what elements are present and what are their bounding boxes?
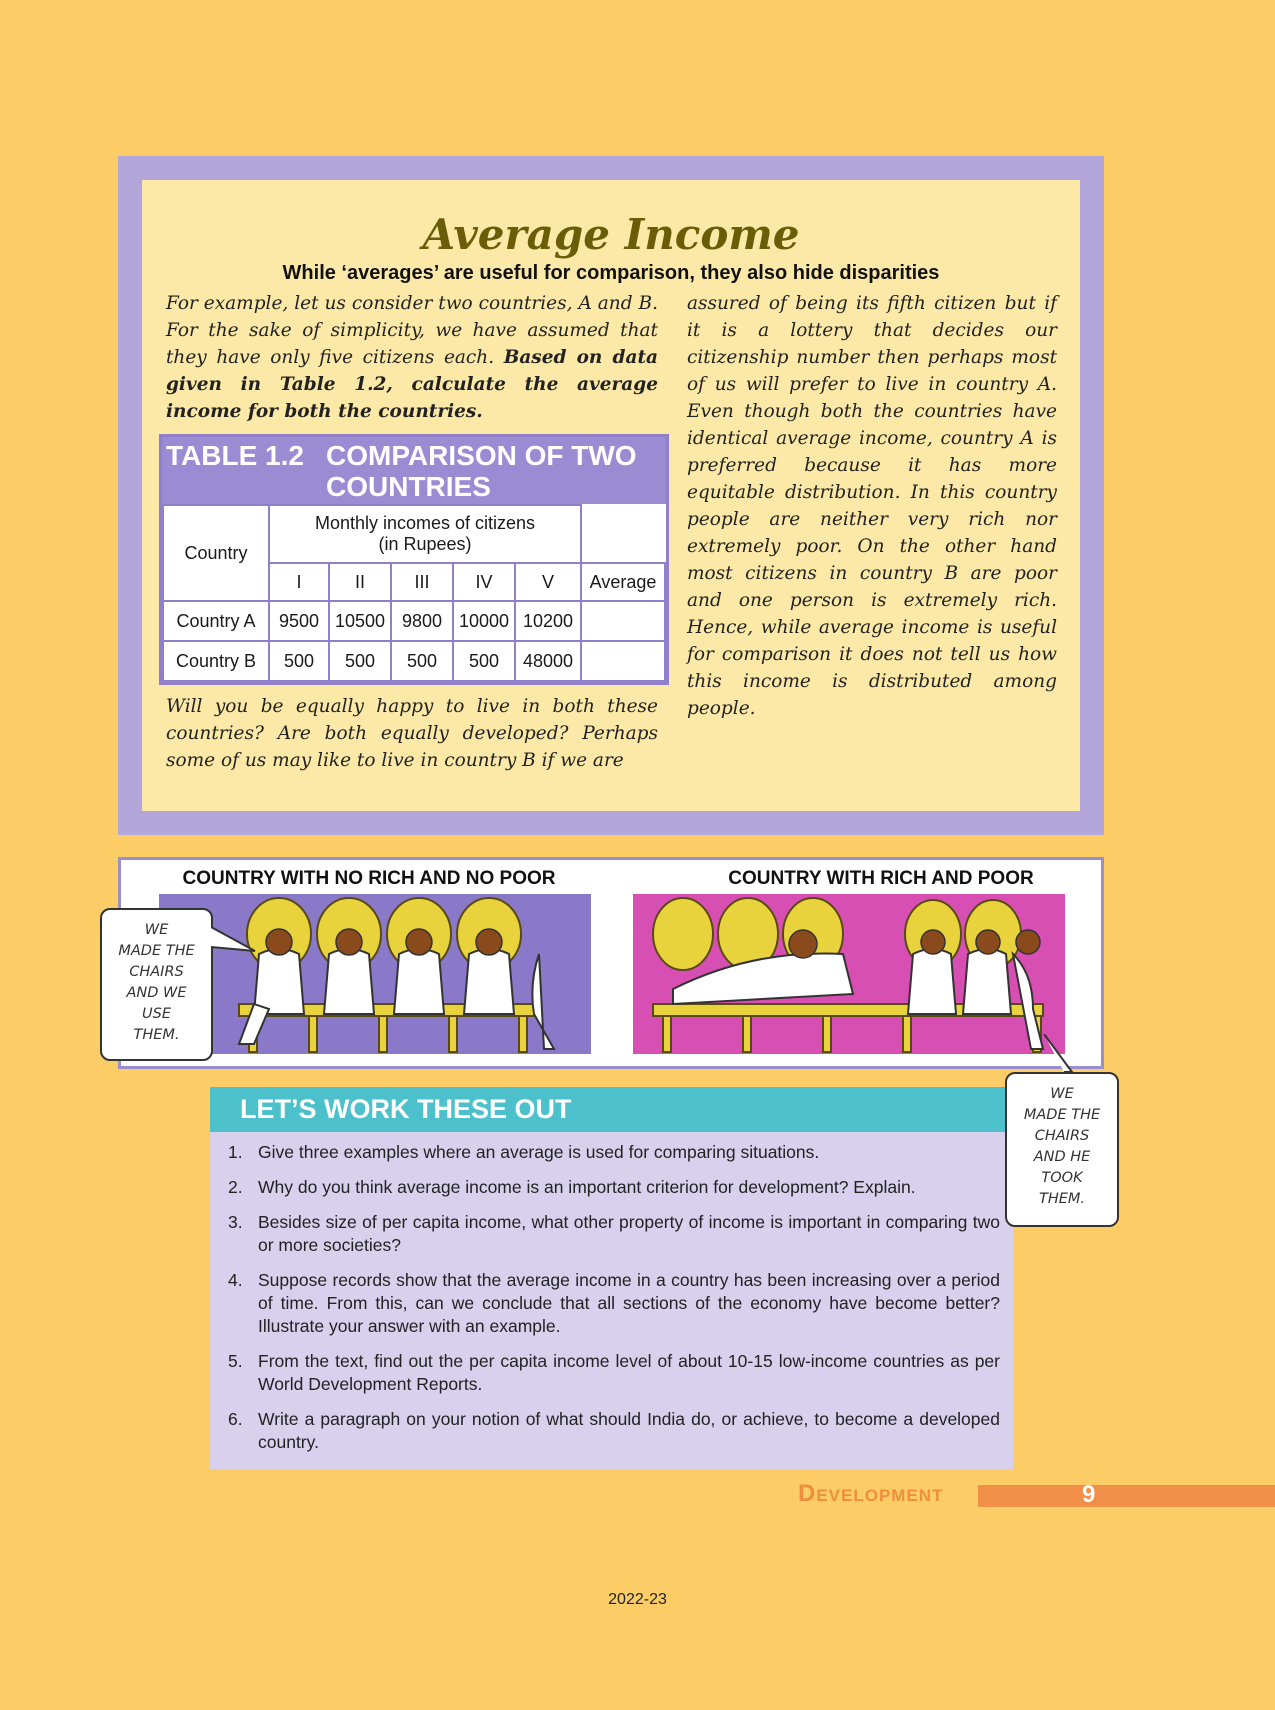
header-blank xyxy=(581,505,665,563)
income-cell: 10500 xyxy=(329,601,391,641)
exercise-box xyxy=(210,1087,1013,1469)
exercise-text: Besides size of per capita income, what other property of income is important in comparing two or more societies? xyxy=(258,1212,1000,1255)
income-cell: 500 xyxy=(453,641,515,681)
speech-bubble-left xyxy=(100,908,213,1061)
table-row xyxy=(163,601,665,641)
intro-paragraph xyxy=(166,290,658,425)
table-row xyxy=(163,641,665,681)
income-cell: 9500 xyxy=(269,601,329,641)
average-income-inner xyxy=(142,180,1080,811)
intro-text: For example, let us consider two countries, A and B. For the sake of simplicity, we have assumed that they have only five citizens each. xyxy=(166,293,658,368)
table-title-line2: COUNTRIES xyxy=(326,471,491,502)
bubble-line: THEM. xyxy=(1038,1191,1086,1207)
subheader-cell: I xyxy=(269,563,329,601)
bubble-line: MADE THE xyxy=(118,943,195,959)
bubble-line: USE xyxy=(142,1006,171,1022)
bubble-line: AND WE xyxy=(126,985,187,1001)
income-cell: 48000 xyxy=(515,641,581,681)
list-item: 3. Besides size of per capita income, what other property of income is important in comparing two or more societies? xyxy=(228,1212,1000,1255)
section-subtitle: While ‘averages’ are useful for comparison, they also hide disparities xyxy=(282,262,940,284)
footer-section-title: Development xyxy=(798,1480,944,1507)
footer-band xyxy=(978,1485,1275,1507)
bubble-pointer-right xyxy=(1042,1034,1076,1074)
bubble-line: CHAIRS xyxy=(1034,1128,1090,1144)
header-monthly-incomes xyxy=(269,505,581,563)
exercise-text: Give three examples where an average is used for comparing situations. xyxy=(258,1142,820,1162)
list-item: 4. Suppose records show that the average income in a country has been increasing over a period of time. From this, can we conclude that all sections of the economy have become better? Illustrate your answer with an example. xyxy=(228,1270,1000,1336)
table-title xyxy=(326,440,637,502)
intro-bold-text: Based on data given in Table 1.2, calculate the average income for both the countries. xyxy=(166,347,658,422)
list-item: 5. From the text, find out the per capita income level of about 10-15 low-income countries as per World Development Reports. xyxy=(228,1351,1000,1394)
income-cell: 500 xyxy=(391,641,453,681)
row-country: Country A xyxy=(163,601,269,641)
speech-bubble-right xyxy=(1005,1072,1119,1227)
exercise-text: Write a paragraph on your notion of what should India do, or achieve, to become a developed country. xyxy=(258,1409,1000,1452)
explanation-paragraph: assured of being its fifth citizen but if it is a lottery that decides our citizenship number then perhaps most of us will prefer to live in country A. Even though both the countries have identical average income, country A is preferred because it has more equitable distribution. In this country people are neither very rich nor extremely poor. On the other hand most citizens in country B are poor and one person is extremely rich. Hence, while average income is useful for comparison it does not tell us how this income is distributed among people. xyxy=(687,293,1057,719)
bubble-pointer-left xyxy=(211,925,259,955)
row-country: Country B xyxy=(163,641,269,681)
income-cell: 500 xyxy=(269,641,329,681)
header-country: Country xyxy=(163,505,269,601)
list-item: 6. Write a paragraph on your notion of what should India do, or achieve, to become a developed country. xyxy=(228,1409,1000,1452)
header-group-line2: (in Rupees) xyxy=(378,534,472,554)
illustration-box xyxy=(118,857,1104,1069)
income-table xyxy=(162,504,666,682)
income-cell: 500 xyxy=(329,641,391,681)
edition-year: 2022-23 xyxy=(608,1591,667,1608)
question-paragraph: Will you be equally happy to live in both these countries? Are both equally developed? Perhaps some of us may like to live in country B if we are xyxy=(166,696,658,771)
average-income-box xyxy=(118,156,1104,835)
exercise-text: Suppose records show that the average income in a country has been increasing over a period of time. From this, can we conclude that all sections of the economy have become better? Illustrate your answer with an example. xyxy=(258,1270,1000,1336)
section-title: Average Income xyxy=(422,210,800,259)
caption-no-rich-no-poor: COUNTRY WITH NO RICH AND NO POOR xyxy=(182,868,556,889)
subheader-average: Average xyxy=(581,563,665,601)
exercise-text: Why do you think average income is an important criterion for development? Explain. xyxy=(258,1177,916,1197)
list-item: 1. Give three examples where an average is used for comparing situations. xyxy=(228,1142,820,1162)
table-heading xyxy=(162,437,666,504)
income-cell: 10000 xyxy=(453,601,515,641)
list-item: 2. Why do you think average income is an important criterion for development? Explain. xyxy=(228,1177,916,1197)
average-cell xyxy=(581,601,665,641)
exercise-heading: LET’S WORK THESE OUT xyxy=(210,1087,1013,1132)
page-number: 9 xyxy=(1082,1481,1096,1508)
bubble-line: CHAIRS xyxy=(129,964,184,980)
equal-chairs-illustration xyxy=(159,894,591,1054)
bubble-line: MADE THE xyxy=(1023,1107,1101,1123)
subheader-cell: II xyxy=(329,563,391,601)
income-cell: 10200 xyxy=(515,601,581,641)
exercise-list xyxy=(228,1141,1000,1466)
bubble-line: THEM. xyxy=(133,1027,180,1043)
exercise-text: From the text, find out the per capita income level of about 10-15 low-income countries as per World Development Reports. xyxy=(258,1351,1000,1394)
caption-rich-and-poor: COUNTRY WITH RICH AND POOR xyxy=(728,868,1034,889)
unequal-chairs-illustration xyxy=(633,894,1065,1054)
bubble-line: WE xyxy=(144,922,169,938)
bubble-line: WE xyxy=(1050,1086,1074,1102)
header-group-line1: Monthly incomes of citizens xyxy=(314,513,536,533)
income-cell: 9800 xyxy=(391,601,453,641)
table-label: TABLE 1.2 xyxy=(166,440,304,471)
bubble-line: AND HE xyxy=(1033,1149,1091,1165)
comparison-table xyxy=(159,434,669,685)
table-title-line1: COMPARISON OF TWO xyxy=(326,440,637,471)
average-cell xyxy=(581,641,665,681)
subheader-cell: III xyxy=(391,563,453,601)
subheader-cell: IV xyxy=(453,563,515,601)
subheader-cell: V xyxy=(515,563,581,601)
bubble-line: TOOK xyxy=(1041,1170,1083,1186)
